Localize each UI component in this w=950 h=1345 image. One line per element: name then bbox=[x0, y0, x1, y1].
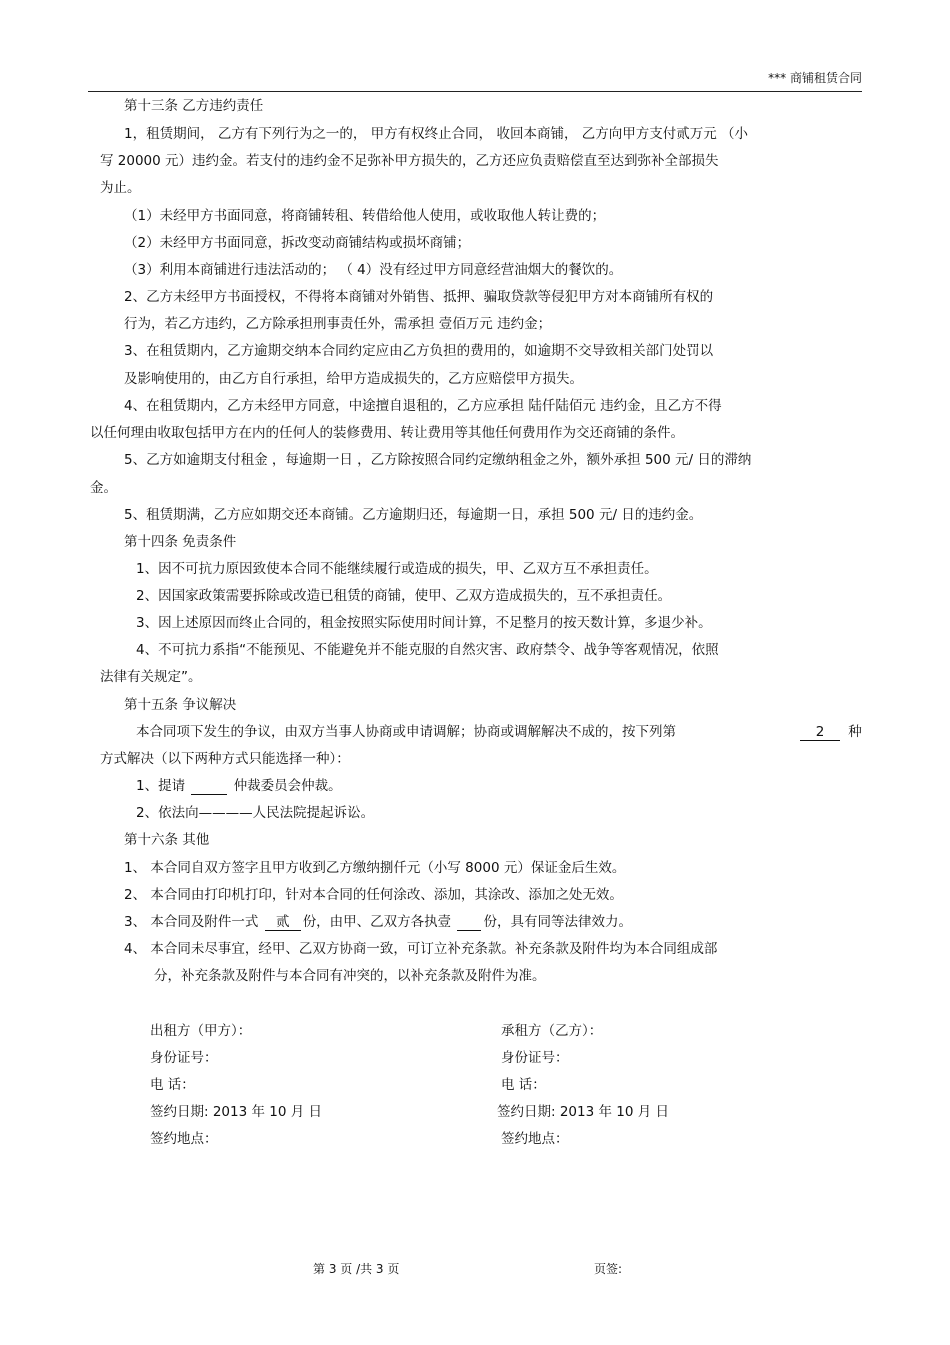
lessor-sign-place-label: 签约地点： bbox=[150, 1131, 218, 1147]
article-14-item1: 1、因不可抗力原因致使本合同不能继续履行或造成的损失，甲、乙双方互不承担责任。 bbox=[136, 561, 658, 577]
article-14-heading: 第十四条 免责条件 bbox=[124, 534, 237, 550]
article-14-item3: 3、因上述原因而终止合同的，租金按照实际使用时间计算，不足整月的按天数计算，多退少补。 bbox=[136, 615, 712, 631]
lessor-sign-date: 签约日期: 2013 年 10 月 日 bbox=[150, 1104, 323, 1120]
article-13-para1-line1: 1，租赁期间， 乙方有下列行为之一的， 甲方有权终止合同， 收回本商铺， 乙方向甲方支付贰万元 （小 bbox=[124, 126, 749, 142]
article-16-item1: 1、 本合同自双方签字且甲方收到乙方缴纳捌仟元（小写 8000 元）保证金后生效。 bbox=[124, 860, 626, 876]
article-15-item2-suffix: 人民法院提起诉讼。 bbox=[252, 805, 375, 821]
header-title: *** 商铺租赁合同 bbox=[768, 71, 862, 85]
article-15-item2 bbox=[136, 804, 374, 822]
lessee-label: 承租方（乙方）： bbox=[501, 1023, 603, 1039]
article-16-item4-line1: 4、 本合同未尽事宜，经甲、乙双方协商一致，可订立补充条款。补充条款及附件均为本合同组成部 bbox=[124, 941, 718, 957]
lessee-sign-date: 签约日期: 2013 年 10 月 日 bbox=[497, 1104, 670, 1120]
article-16-item3-prefix: 3、 本合同及附件一式 bbox=[124, 914, 259, 930]
article-16-item2: 2、 本合同由打印机打印，针对本合同的任何涂改、添加，其涂改、添加之处无效。 bbox=[124, 887, 623, 903]
article-13-para2-line1: 2、乙方未经甲方书面授权，不得将本商铺对外销售、抵押、骗取贷款等侵犯甲方对本商铺所有权的 bbox=[124, 289, 714, 305]
article-15-choice-value: 2 bbox=[800, 724, 840, 741]
page-sign-label: 页签: bbox=[594, 1262, 623, 1276]
article-13-para4-line1: 4、在租赁期内，乙方未经甲方同意，中途擅自退租的，乙方应承担 陆仟陆佰元 违约金，且乙方不得 bbox=[124, 398, 722, 414]
article-13-para6: 5、租赁期满，乙方应如期交还本商铺。乙方逾期归还，每逾期一日，承担 500 元/ 日的违约金。 bbox=[124, 507, 703, 523]
article-16-item3-middle: 份，由甲、乙双方各执壹 bbox=[302, 914, 452, 930]
article-13-heading: 第十三条 乙方违约责任 bbox=[124, 98, 264, 114]
court-name-blank: ———— bbox=[198, 805, 253, 821]
article-15-choice-field bbox=[800, 723, 862, 741]
article-15-item1 bbox=[136, 777, 342, 795]
lessee-id-label: 身份证号： bbox=[501, 1050, 569, 1066]
page-number: 第 3 页 /共 3 页 bbox=[313, 1262, 400, 1276]
article-13-para2-line2: 行为，若乙方违约，乙方除承担刑事责任外，需承担 壹佰万元 违约金； bbox=[124, 316, 552, 332]
article-13-para1-line3: 为止。 bbox=[100, 180, 141, 196]
article-13-para5-line1: 5、乙方如逾期支付租金 ，每逾期一日 ，乙方除按照合同约定缴纳租金之外，额外承担 500 元/ 日的滞纳 bbox=[124, 452, 752, 468]
article-15-item1-prefix: 1、提请 bbox=[136, 778, 186, 794]
article-15-para-line2: 方式解决（以下两种方式只能选择一种）： bbox=[100, 751, 350, 767]
article-16-item4-line2: 分，补充条款及附件与本合同有冲突的，以补充条款及附件为准。 bbox=[154, 968, 546, 984]
article-16-item3-suffix: 份，具有同等法律效力。 bbox=[483, 914, 632, 930]
lessee-sign-place-label: 签约地点： bbox=[501, 1131, 569, 1147]
article-15-item2-prefix: 2、依法向 bbox=[136, 805, 199, 821]
lessor-id-label: 身份证号： bbox=[150, 1050, 218, 1066]
article-13-para3-line1: 3、在租赁期内，乙方逾期交纳本合同约定应由乙方负担的费用的，如逾期不交导致相关部门处罚以 bbox=[124, 343, 714, 359]
article-13-item2: （2）未经甲方书面同意，拆改变动商铺结构或损坏商铺； bbox=[124, 235, 471, 251]
article-14-item4-line2: 法律有关规定”。 bbox=[100, 669, 202, 685]
lessee-phone-label: 电 话： bbox=[501, 1077, 546, 1093]
article-13-item3: （3）利用本商铺进行违法活动的； （ 4）没有经过甲方同意经营油烟大的餐饮的。 bbox=[124, 262, 623, 278]
article-13-para5-line2: 金。 bbox=[90, 480, 117, 496]
article-15-item1-suffix: 仲裁委员会仲裁。 bbox=[233, 778, 342, 794]
article-14-item2: 2、因国家政策需要拆除或改造已租赁的商铺，使甲、乙双方造成损失的，互不承担责任。 bbox=[136, 588, 672, 604]
article-15-choice-unit: 种 bbox=[848, 724, 862, 740]
article-16-copies-value: 贰 bbox=[265, 914, 301, 931]
article-16-each-copies-blank bbox=[457, 914, 481, 931]
arbitration-commission-blank bbox=[191, 778, 227, 795]
article-13-para3-line2: 及影响使用的，由乙方自行承担，给甲方造成损失的，乙方应赔偿甲方损失。 bbox=[124, 371, 583, 387]
article-13-para1-line2: 写 20000 元）违约金。若支付的违约金不足弥补甲方损失的，乙方还应负责赔偿直至达到弥补全部损失 bbox=[100, 153, 719, 169]
header-divider bbox=[88, 91, 862, 92]
article-13-para4-line2: 以任何理由收取包括甲方在内的任何人的装修费用、转让费用等其他任何费用作为交还商铺的条件。 bbox=[90, 425, 684, 441]
article-16-item3 bbox=[124, 913, 632, 931]
lessor-phone-label: 电 话： bbox=[150, 1077, 195, 1093]
article-15-heading: 第十五条 争议解决 bbox=[124, 697, 237, 713]
lessor-label: 出租方（甲方）： bbox=[150, 1023, 252, 1039]
article-14-item4-line1: 4、不可抗力系指“不能预见、不能避免并不能克服的自然灾害、政府禁令、战争等客观情况，依照 bbox=[136, 642, 719, 658]
article-15-para-line1: 本合同项下发生的争议，由双方当事人协商或申请调解；协商或调解解决不成的，按下列第 bbox=[136, 724, 676, 740]
article-13-item1: （1）未经甲方书面同意，将商铺转租、转借给他人使用，或收取他人转让费的； bbox=[124, 208, 606, 224]
article-16-heading: 第十六条 其他 bbox=[124, 832, 210, 848]
